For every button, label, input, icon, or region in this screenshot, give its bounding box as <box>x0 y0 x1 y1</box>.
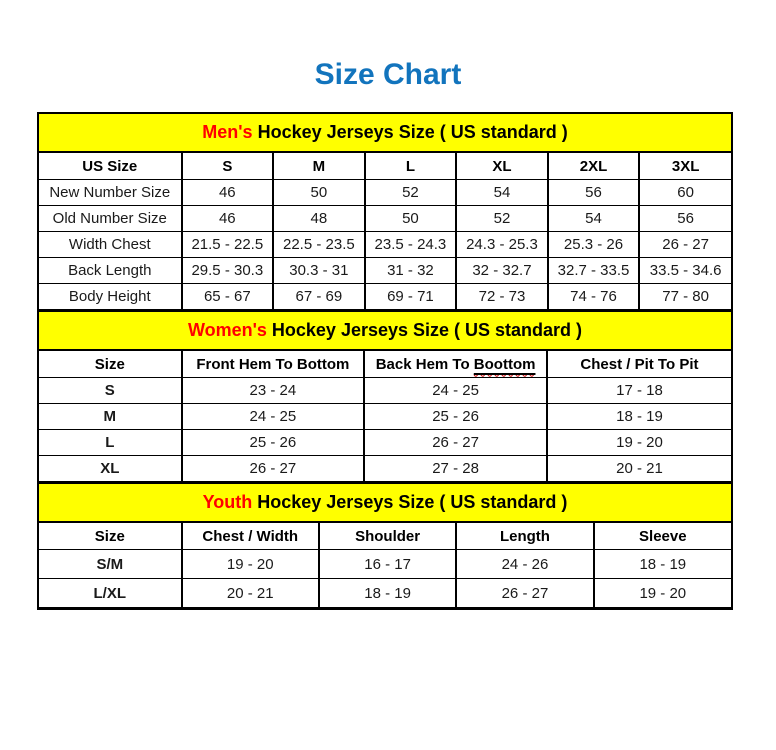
table-row <box>39 404 731 430</box>
column-header: M <box>273 152 365 180</box>
size-value: 31 - 32 <box>365 258 457 284</box>
column-header: Front Hem To Bottom <box>182 350 365 378</box>
row-label: Body Height <box>39 284 182 310</box>
column-header: S <box>182 152 274 180</box>
size-value: 24.3 - 25.3 <box>456 232 548 258</box>
row-label: S <box>39 378 182 404</box>
row-label: L/XL <box>39 579 182 608</box>
size-value: 65 - 67 <box>182 284 274 310</box>
size-value: 26 - 27 <box>364 430 547 456</box>
table-row <box>39 232 731 258</box>
table-row <box>39 430 731 456</box>
row-label: S/M <box>39 550 182 579</box>
mens-section-header-row <box>39 114 731 152</box>
row-label: M <box>39 404 182 430</box>
size-value: 54 <box>456 180 548 206</box>
youth-size-table <box>39 482 731 608</box>
size-value: 19 - 20 <box>182 550 319 579</box>
youth-column-header-row <box>39 522 731 550</box>
row-label: Old Number Size <box>39 206 182 232</box>
row-label: L <box>39 430 182 456</box>
size-chart-container <box>37 112 733 610</box>
size-value: 24 - 26 <box>456 550 593 579</box>
column-header: Chest / Width <box>182 522 319 550</box>
size-value: 60 <box>639 180 731 206</box>
size-value: 23 - 24 <box>182 378 365 404</box>
size-value: 17 - 18 <box>547 378 731 404</box>
size-value: 24 - 25 <box>364 378 547 404</box>
womens-section-header-row <box>39 311 731 350</box>
size-value: 18 - 19 <box>319 579 456 608</box>
size-value: 50 <box>365 206 457 232</box>
mens-section-title <box>39 114 731 152</box>
size-value: 46 <box>182 180 274 206</box>
youth-section-title-rest: Hockey Jerseys Size ( US standard ) <box>252 492 568 512</box>
column-header: Size <box>39 350 182 378</box>
size-value: 18 - 19 <box>594 550 731 579</box>
mens-section-title-rest: Hockey Jerseys Size ( US standard ) <box>252 122 568 142</box>
size-value: 56 <box>639 206 731 232</box>
column-header: Length <box>456 522 593 550</box>
youth-section-title-highlight: Youth <box>202 492 253 512</box>
size-value: 26 - 27 <box>639 232 731 258</box>
size-value: 18 - 19 <box>547 404 731 430</box>
misspelled-word: Boottom <box>473 355 536 373</box>
column-header: Chest / Pit To Pit <box>547 350 731 378</box>
table-row <box>39 284 731 310</box>
column-header: XL <box>456 152 548 180</box>
column-header: 2XL <box>548 152 640 180</box>
table-row <box>39 456 731 482</box>
mens-column-header-row <box>39 152 731 180</box>
page-title: Size Chart <box>314 58 462 91</box>
size-value: 30.3 - 31 <box>273 258 365 284</box>
size-value: 32.7 - 33.5 <box>548 258 640 284</box>
womens-section-title-rest: Hockey Jerseys Size ( US standard ) <box>266 320 583 340</box>
womens-column-header-row <box>39 350 731 378</box>
row-label: Width Chest <box>39 232 182 258</box>
size-value: 77 - 80 <box>639 284 731 310</box>
mens-size-table <box>39 114 731 310</box>
size-value: 33.5 - 34.6 <box>639 258 731 284</box>
size-value: 27 - 28 <box>364 456 547 482</box>
row-label: New Number Size <box>39 180 182 206</box>
size-value: 20 - 21 <box>547 456 731 482</box>
column-header-text: Back Hem To <box>375 355 474 373</box>
size-value: 19 - 20 <box>547 430 731 456</box>
table-row <box>39 378 731 404</box>
table-row <box>39 258 731 284</box>
size-value: 69 - 71 <box>365 284 457 310</box>
size-value: 48 <box>273 206 365 232</box>
size-value: 50 <box>273 180 365 206</box>
womens-size-table <box>39 310 731 482</box>
size-value: 32 - 32.7 <box>456 258 548 284</box>
column-header: L <box>365 152 457 180</box>
column-header: US Size <box>39 152 182 180</box>
mens-section-title-highlight: Men's <box>202 122 253 142</box>
size-value: 23.5 - 24.3 <box>365 232 457 258</box>
size-value: 25 - 26 <box>182 430 365 456</box>
table-row <box>39 550 731 579</box>
row-label: Back Length <box>39 258 182 284</box>
size-value: 25 - 26 <box>364 404 547 430</box>
size-value: 22.5 - 23.5 <box>273 232 365 258</box>
table-row <box>39 579 731 608</box>
size-value: 21.5 - 22.5 <box>182 232 274 258</box>
size-value: 74 - 76 <box>548 284 640 310</box>
column-header: Size <box>39 522 182 550</box>
size-value: 20 - 21 <box>182 579 319 608</box>
size-value: 46 <box>182 206 274 232</box>
size-value: 72 - 73 <box>456 284 548 310</box>
youth-section-header-row <box>39 483 731 522</box>
size-value: 16 - 17 <box>319 550 456 579</box>
size-value: 56 <box>548 180 640 206</box>
size-value: 52 <box>365 180 457 206</box>
row-label: XL <box>39 456 182 482</box>
column-header <box>364 350 547 378</box>
youth-section-title <box>39 483 731 522</box>
womens-section-title-highlight: Women's <box>187 320 267 340</box>
size-value: 26 - 27 <box>182 456 365 482</box>
column-header: Shoulder <box>319 522 456 550</box>
size-value: 25.3 - 26 <box>548 232 640 258</box>
size-value: 19 - 20 <box>594 579 731 608</box>
table-row <box>39 206 731 232</box>
size-value: 29.5 - 30.3 <box>182 258 274 284</box>
size-value: 24 - 25 <box>182 404 365 430</box>
table-row <box>39 180 731 206</box>
size-value: 26 - 27 <box>456 579 593 608</box>
column-header: 3XL <box>639 152 731 180</box>
size-value: 52 <box>456 206 548 232</box>
spellcheck-squiggle <box>474 356 536 373</box>
size-value: 54 <box>548 206 640 232</box>
column-header: Sleeve <box>594 522 731 550</box>
womens-section-title <box>39 311 731 350</box>
size-value: 67 - 69 <box>273 284 365 310</box>
